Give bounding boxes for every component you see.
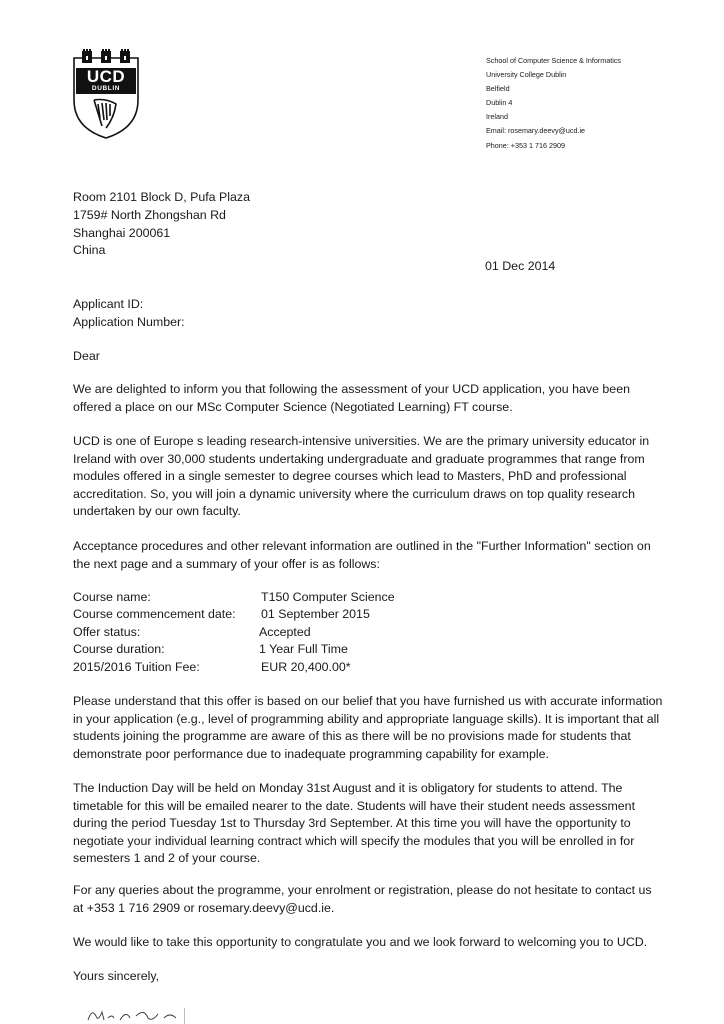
- applicant-id-label: Applicant ID:: [73, 297, 144, 311]
- course-summary-label: Offer status:: [73, 624, 141, 639]
- paragraph-contact: For any queries about the programme, your enrolment or registration, please do not hesitate to contact us at +353 1 716 2909 or rosemary.deevy@ucd.ie.: [73, 883, 652, 915]
- paragraph-acceptance: Acceptance procedures and other relevant information are outlined in the "Further Information" section on the next page and a summary of your offer is as follows:: [73, 539, 651, 571]
- paragraph-induction: The Induction Day will be held on Monday 31st August and it is obligatory for students to attend. The timetable for this will be emailed nearer to the date. Students will have their student needs assessment during the period Tuesday 1st to Thursday 3rd September. At this time you will have the opportunity to negotiate your individual learning contract which will specify the modules that you will be enrolled in for semesters 1 and 2 of your course.: [73, 781, 636, 866]
- course-summary-value: EUR 20,400.00*: [261, 659, 351, 674]
- ucd-crest-icon: [72, 48, 140, 140]
- closing: Yours sincerely,: [73, 969, 160, 983]
- recipient-address-line: Shanghai 200061: [73, 225, 171, 240]
- signature-divider: [184, 1008, 185, 1024]
- course-summary-row: [73, 641, 473, 658]
- application-number-label: Application Number:: [73, 314, 185, 329]
- course-summary-row: [73, 624, 473, 641]
- course-summary-row: [73, 659, 473, 676]
- course-summary-value: T150 Computer Science: [261, 590, 395, 604]
- paragraph-congratulations: We would like to take this opportunity to congratulate you and we look forward to welcoming you to UCD.: [73, 935, 648, 949]
- recipient-address-line: China: [73, 243, 106, 258]
- course-summary-table: [73, 589, 473, 676]
- course-summary-label: Course duration:: [73, 642, 165, 657]
- school-address-line: School of Computer Science & Informatics: [486, 56, 622, 65]
- course-summary-value: 01 September 2015: [261, 607, 370, 622]
- recipient-address-line: Room 2101 Block D, Pufa Plaza: [73, 190, 251, 204]
- logo-text-ucd: UCD: [86, 67, 126, 86]
- paragraph-offer: We are delighted to inform you that following the assessment of your UCD application, you have been offered a place on our MSc Computer Science (Negotiated Learning) FT course.: [73, 382, 630, 414]
- course-summary-label: Course commencement date:: [73, 607, 236, 622]
- course-summary-row: [73, 606, 473, 623]
- recipient-address-line: 1759# North Zhongshan Rd: [73, 207, 226, 222]
- school-address-line: Ireland: [486, 112, 508, 122]
- course-summary-value: 1 Year Full Time: [259, 642, 348, 657]
- school-address-line: Belfield: [486, 84, 510, 94]
- course-summary-label: 2015/2016 Tuition Fee:: [73, 659, 200, 674]
- course-summary-row: [73, 589, 473, 606]
- course-summary-value: Accepted: [259, 624, 311, 639]
- applicant-info: [73, 296, 185, 332]
- school-address: [486, 54, 621, 153]
- school-address-line: Dublin 4: [486, 98, 513, 108]
- school-phone: Phone: +353 1 716 2909: [486, 140, 565, 150]
- logo-text-dublin: DUBLIN: [91, 85, 121, 92]
- signature-icon: [86, 1006, 196, 1024]
- recipient-address: [73, 189, 250, 260]
- salutation: Dear: [73, 349, 100, 363]
- school-email: Email: rosemary.deevy@ucd.ie: [486, 126, 586, 136]
- paragraph-accuracy: Please understand that this offer is based on our belief that you have furnished us with accurate information in your application (e.g., level of programming ability and appropriate language skills). It is important that all students joining the programme are aware of this as there will be no provisions made for students that demonstrate poor performance due to inadequate programming capability for example.: [73, 694, 663, 761]
- ucd-logo: [72, 48, 140, 140]
- school-address-line: University College Dublin: [486, 70, 567, 80]
- letter-date: 01 Dec 2014: [485, 259, 556, 273]
- course-summary-label: Course name:: [73, 590, 151, 604]
- paragraph-about-ucd: UCD is one of Europe s leading research-intensive universities. We are the primary university educator in Ireland with over 30,000 students undertaking undergraduate and graduate programmes that range from modules offered in a single semester to degree courses which lead to Masters, PhD and professional accreditation. So, you will join a dynamic university where the curriculum draws on top quality research undertaken by our own faculty.: [73, 434, 650, 519]
